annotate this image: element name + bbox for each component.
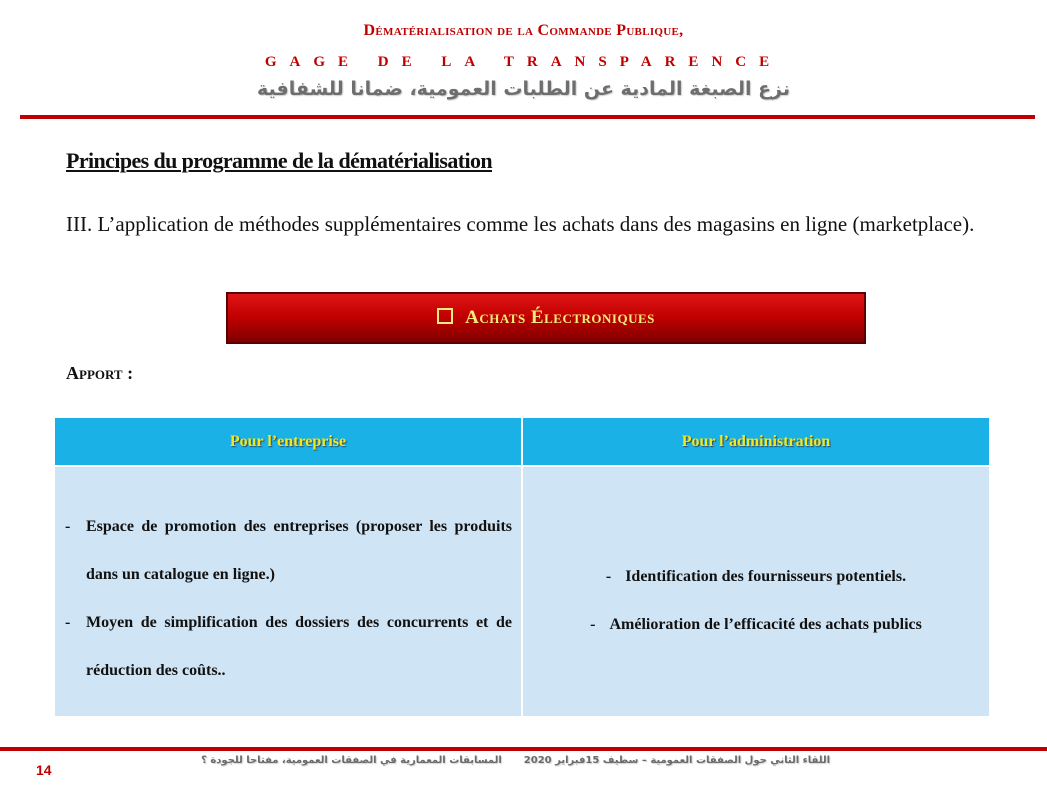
table-header-administration: Pour l’administration [523,418,989,465]
footer-divider [0,747,1047,751]
footer-text [201,755,830,766]
list-item-text: Moyen de simplification des dossiers des concurrents et de réduction des coûts.. [86,614,512,679]
list-item [65,599,512,695]
header-title-fr: Dématérialisation de la Commande Publique, [363,22,684,39]
entreprise-list [65,503,512,695]
list-dash: - [590,616,596,633]
list-item [523,601,989,649]
table-cell-administration [523,467,989,716]
banner-content [437,307,655,329]
banner [226,292,866,344]
benefits-table [55,418,989,716]
list-dash: - [605,568,612,585]
header-divider [20,115,1035,119]
list-dash: - [65,614,71,631]
checkbox-icon [437,308,453,324]
list-item [523,553,989,601]
table-cell-entreprise [55,467,521,716]
section-title: Principes du programme de la dématérialisation [66,148,493,173]
banner-label: Achats Électroniques [465,307,655,328]
footer-text-theme: المسابقات المعمارية في الصفقات العمومية، مفتاحا للجودة ؟ [201,755,502,766]
header-subtitle-fr: GAGE DE LA TRANSPARENCE [264,54,783,70]
header-title-ar: نزع الصبغة المادية عن الطلبات العمومية، ضمانا للشفافية [256,78,791,100]
list-item-text: Identification des fournisseurs potentiels. [625,568,907,585]
section-paragraph: III. L’application de méthodes supplémentaires comme les achats dans des magasins en ligne (marketplace). [66,212,975,236]
list-item-text: Amélioration de l’efficacité des achats publics [609,616,922,633]
footer-text-event: اللقاء الثاني حول الصفقات العمومية – سطيف 15فبراير 2020 [523,755,830,766]
list-item-text: Espace de promotion des entreprises (proposer les produits dans un catalogue en ligne.) [86,518,512,583]
apport-label: Apport : [66,363,134,383]
list-item [65,503,512,599]
table-header-entreprise: Pour l’entreprise [55,418,521,465]
list-dash: - [65,518,71,535]
page-number: 14 [36,762,52,778]
administration-list [523,553,989,649]
